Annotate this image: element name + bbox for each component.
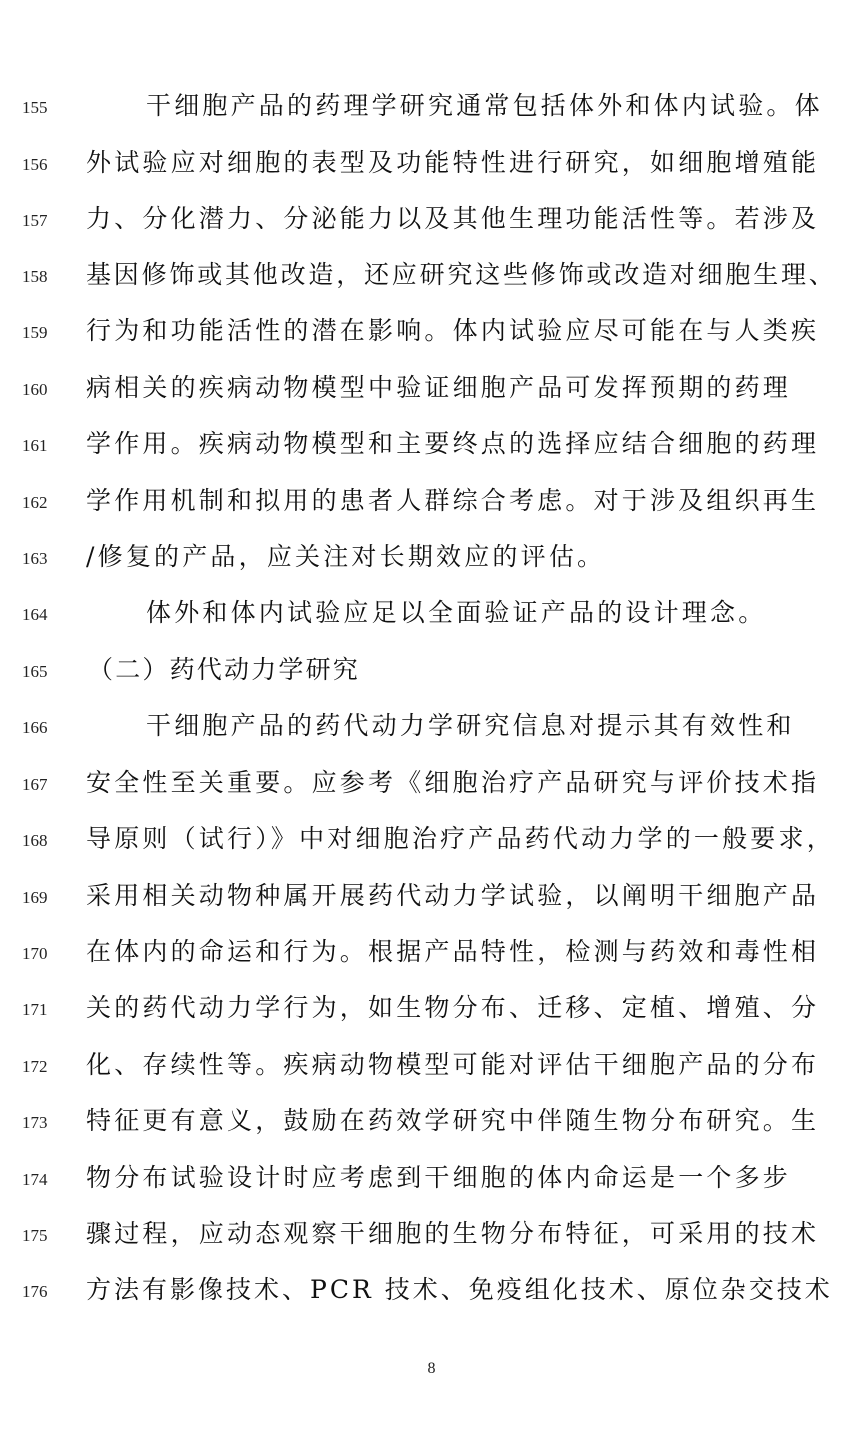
line-number: 165 — [22, 662, 48, 681]
line-number: 161 — [22, 436, 48, 455]
document-line — [0, 1099, 863, 1155]
document-line — [0, 422, 863, 478]
document-line — [0, 1268, 863, 1324]
line-number: 156 — [22, 155, 48, 174]
page-number: 8 — [427, 1360, 436, 1377]
line-text: /修复的产品，应关注对长期效应的评估。 — [86, 542, 606, 571]
document-line — [0, 1156, 863, 1212]
document-line — [0, 648, 863, 704]
line-text: 学作用。疾病动物模型和主要终点的选择应结合细胞的药理 — [86, 429, 820, 458]
line-number: 174 — [22, 1170, 48, 1189]
line-number: 163 — [22, 549, 48, 568]
line-number: 164 — [22, 605, 48, 624]
line-text: 关的药代动力学行为，如生物分布、迁移、定植、增殖、分 — [86, 993, 820, 1022]
line-text: 在体内的命运和行为。根据产品特性，检测与药效和毒性相 — [86, 937, 820, 966]
line-number: 173 — [22, 1113, 48, 1132]
document-line — [0, 1212, 863, 1268]
document-line — [0, 253, 863, 309]
line-text: 采用相关动物种属开展药代动力学试验，以阐明干细胞产品 — [86, 881, 820, 910]
line-number: 167 — [22, 775, 48, 794]
line-text: 基因修饰或其他改造，还应研究这些修饰或改造对细胞生理、 — [86, 260, 837, 289]
line-number: 166 — [22, 718, 48, 737]
document-line — [0, 366, 863, 422]
line-text: 导原则（试行）》中对细胞治疗产品药代动力学的一般要求， — [86, 824, 835, 853]
line-number: 172 — [22, 1057, 48, 1076]
document-line — [0, 986, 863, 1042]
document-line — [0, 141, 863, 197]
line-text: 方法有影像技术、PCR 技术、免疫组化技术、原位杂交技术 — [86, 1275, 833, 1304]
line-text: 安全性至关重要。应参考《细胞治疗产品研究与评价技术指 — [86, 768, 820, 797]
line-number: 158 — [22, 267, 48, 286]
line-text: 骤过程，应动态观察干细胞的生物分布特征，可采用的技术 — [86, 1219, 820, 1248]
section-heading: （二）药代动力学研究 — [88, 655, 361, 684]
line-text: 外试验应对细胞的表型及功能特性进行研究，如细胞增殖能 — [86, 148, 820, 177]
line-number: 159 — [22, 323, 48, 342]
document-line — [0, 591, 863, 647]
document-line — [0, 704, 863, 760]
document-line — [0, 874, 863, 930]
line-number: 155 — [22, 98, 48, 117]
document-line — [0, 309, 863, 365]
line-number: 168 — [22, 831, 48, 850]
line-number: 170 — [22, 944, 48, 963]
document-line — [0, 535, 863, 591]
document-line — [0, 930, 863, 986]
document-line — [0, 761, 863, 817]
line-text: 物分布试验设计时应考虑到干细胞的体内命运是一个多步 — [86, 1163, 792, 1192]
line-number: 162 — [22, 493, 48, 512]
line-text: 学作用机制和拟用的患者人群综合考虑。对于涉及组织再生 — [86, 486, 820, 515]
document-line — [0, 479, 863, 535]
line-number: 160 — [22, 380, 48, 399]
line-text: 病相关的疾病动物模型中验证细胞产品可发挥预期的药理 — [86, 373, 792, 402]
line-text: 特征更有意义，鼓励在药效学研究中伴随生物分布研究。生 — [86, 1106, 820, 1135]
line-text: 体外和体内试验应足以全面验证产品的设计理念。 — [146, 598, 767, 627]
line-text: 化、存续性等。疾病动物模型可能对评估干细胞产品的分布 — [86, 1050, 820, 1079]
line-text: 干细胞产品的药代动力学研究信息对提示其有效性和 — [146, 711, 795, 740]
line-number: 169 — [22, 888, 48, 907]
line-text: 力、分化潜力、分泌能力以及其他生理功能活性等。若涉及 — [86, 204, 820, 233]
line-text: 干细胞产品的药理学研究通常包括体外和体内试验。体 — [146, 91, 823, 120]
document-line — [0, 817, 863, 873]
line-number: 175 — [22, 1226, 48, 1245]
line-number: 157 — [22, 211, 48, 230]
document-line — [0, 1043, 863, 1099]
line-number: 176 — [22, 1282, 48, 1301]
line-number: 171 — [22, 1000, 48, 1019]
document-line — [0, 84, 863, 140]
line-text: 行为和功能活性的潜在影响。体内试验应尽可能在与人类疾 — [86, 316, 820, 345]
document-line — [0, 197, 863, 253]
